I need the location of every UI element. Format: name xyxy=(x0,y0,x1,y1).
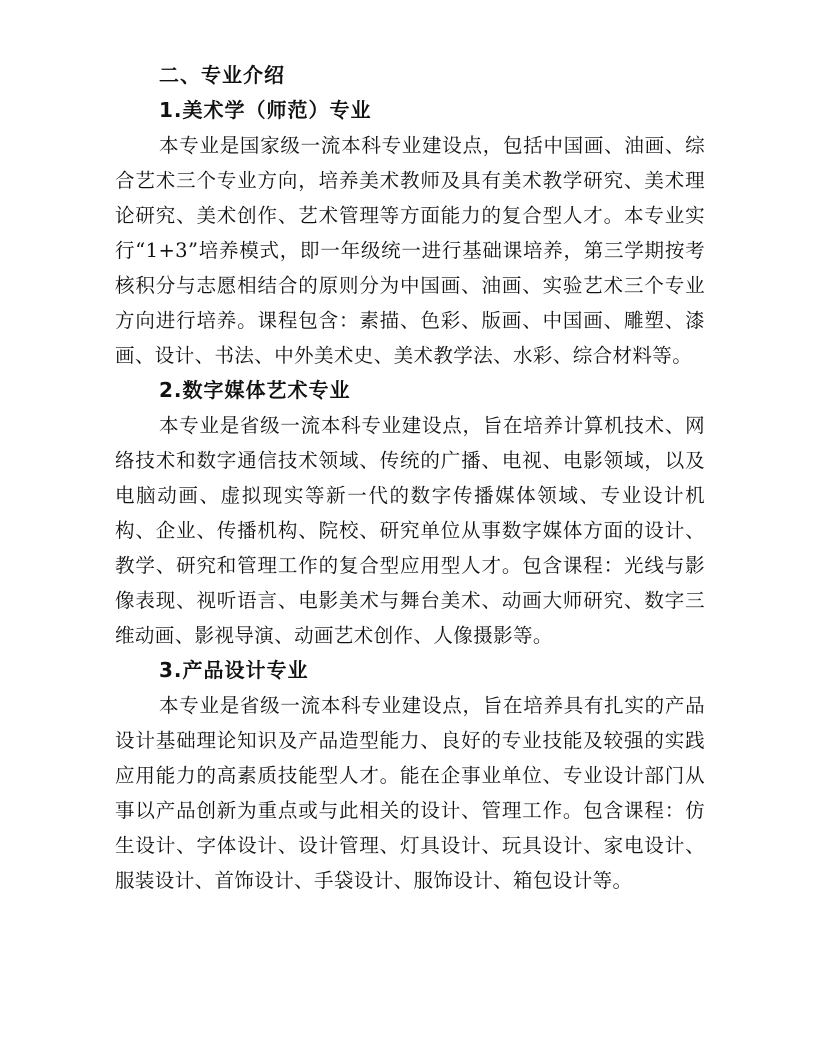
major-heading: 1.美术学（师范）专业 xyxy=(159,98,372,122)
major-heading: 3.产品设计专业 xyxy=(159,658,309,682)
major-description: 本专业是国家级一流本科专业建设点，包括中国画、油画、综合艺术三个专业方向，培养美术教师及具有美术教学研究、美术理论研究、美术创作、艺术管理等方面能力的复合型人才。本专业实行“1+3”培养模式，即一年级统一进行基础课培养，第三学期按考核积分与志愿相结合的原则分为中国画、油画、实验艺术三个专业方向进行培养。课程包含：素描、色彩、版画、中国画、雕塑、漆画、设计、书法、中外美术史、美术教学法、水彩、综合材料等。 xyxy=(115,134,705,367)
major-description: 本专业是省级一流本科专业建设点，旨在培养计算机技术、网络技术和数字通信技术领域、传统的广播、电视、电影领域，以及电脑动画、虚拟现实等新一代的数字传播媒体领域、专业设计机构、企业、传播机构、院校、研究单位从事数字媒体方面的设计、教学、研究和管理工作的复合型应用型人才。包含课程：光线与影像表现、视听语言、电影美术与舞台美术、动画大师研究、数字三维动画、影视导演、动画艺术创作、人像摄影等。 xyxy=(115,414,705,647)
major-description: 本专业是省级一流本科专业建设点，旨在培养具有扎实的产品设计基础理论知识及产品造型能力、良好的专业技能及较强的实践应用能力的高素质技能型人才。能在企事业单位、专业设计部门从事以产品创新为重点或与此相关的设计、管理工作。包含课程：仿生设计、字体设计、设计管理、灯具设计、玩具设计、家电设计、服装设计、首饰设计、手袋设计、服饰设计、箱包设计等。 xyxy=(115,694,705,892)
section-title: 二、专业介绍 xyxy=(159,63,285,87)
major-product-design xyxy=(115,653,705,898)
major-digital-media-art xyxy=(115,373,705,653)
major-fine-arts xyxy=(115,93,705,373)
document-content xyxy=(115,58,705,898)
major-heading: 2.数字媒体艺术专业 xyxy=(159,378,351,402)
